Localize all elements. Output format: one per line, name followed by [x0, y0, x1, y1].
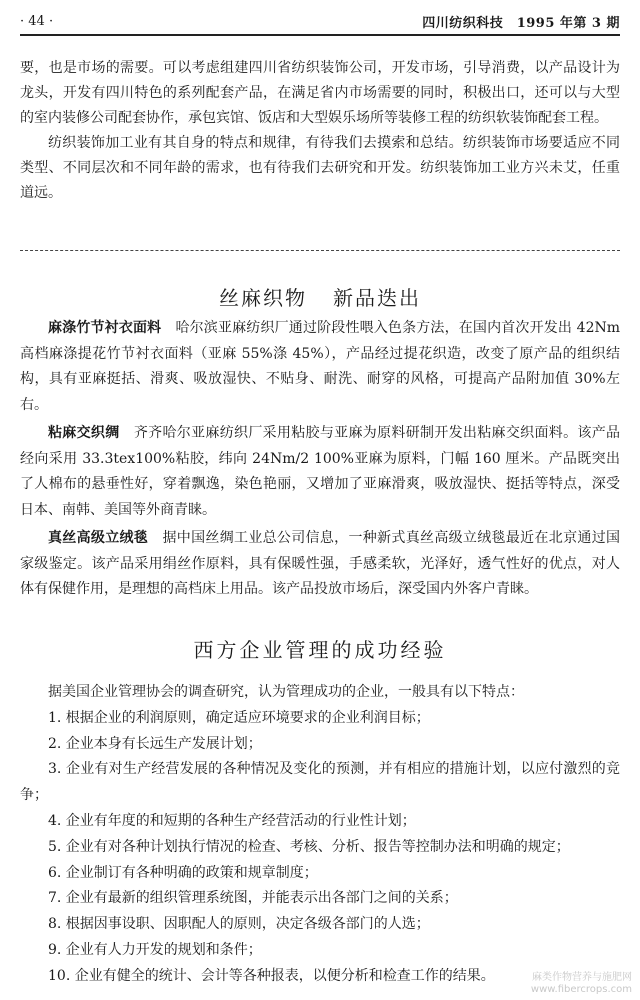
site-watermark — [531, 972, 632, 996]
product-item — [20, 526, 620, 603]
page-number: · 44 · — [20, 13, 54, 29]
list-item: 8. 根据因事设职、因职配人的原则，决定各级各部门的人选； — [48, 916, 430, 933]
new-products-section — [20, 316, 620, 606]
title-part: 丝麻织物 — [219, 286, 307, 310]
paragraph: 纺织装饰加工业有其自身的特点和规律，有待我们去摸索和总结。纺织装饰市场要适应不同类型、不同层次和不同年龄的需求，也有待我们去研究和开发。纺织装饰加工业方兴未艾，任重道远。 — [20, 135, 620, 201]
watermark-line: 麻类作物营养与施肥网 — [532, 972, 632, 983]
list-item: 6. 企业制订有各种明确的政策和规章制度； — [48, 864, 318, 881]
list-item: 5. 企业有对各种计划执行情况的检查、考核、分析、报告等控制办法和明确的规定； — [48, 838, 570, 855]
section-title-flax-silk — [20, 282, 620, 311]
section-divider — [20, 250, 620, 251]
list-item: 4. 企业有年度的和短期的各种生产经营活动的行业性计划； — [48, 812, 416, 829]
product-description: 哈尔滨亚麻纺织厂通过阶段性喂入色条方法，在国内首次开发出 42Nm 高档麻涤提花竹节衬衣面料（亚麻 55%涤 45%），产品经过提花织造，改变了原产品的组织结构，具有亚麻挺括、滑爽、吸放湿快、不贴身、耐洗、耐穿的风格，可提高产品附加值 30%左右。 — [20, 320, 621, 413]
section-title-management: 西方企业管理的成功经验 — [193, 638, 447, 662]
article-continuation — [20, 56, 620, 206]
watermark-line: www.fibercrops.com — [530, 984, 632, 995]
product-name: 粘麻交织绸 — [48, 425, 120, 441]
product-description: 齐齐哈尔亚麻纺织厂采用粘胶与亚麻为原料研制开发出粘麻交织面料。该产品经向采用 33.3tex100%粘胶，纬向 24Nm/2 100%亚麻为原料，门幅 160 厘米。产品既突出了人棉布的悬垂性好，穿着飘逸，染色艳丽，又增加了亚麻滑爽，吸放湿快、挺括等特点，深受日本、南韩、美国等外商青睐。 — [20, 425, 621, 518]
list-item: 3. 企业有对生产经营发展的各种情况及变化的预测，并有相应的措施计划，以应付激烈的竞争； — [20, 761, 620, 804]
list-item: 2. 企业本身有长远生产发展计划； — [48, 735, 262, 752]
product-name: 真丝高级立绒毯 — [48, 530, 149, 546]
product-item — [20, 316, 620, 418]
paragraph: 要，也是市场的需要。可以考虑组建四川省纺织装饰公司，开发市场，引导消费，以产品设计为龙头，开发有四川特色的系列配套产品，在满足省内市场需要的同时，积极出口，还可以与大型的室内装修公司配套协作，承包宾馆、饭店和大型娱乐场所等装修工程的纺织软装饰配套工程。 — [20, 60, 620, 126]
section-intro: 据美国企业管理协会的调查研究，认为管理成功的企业，一般具有以下特点： — [48, 684, 524, 700]
header-rule — [20, 34, 620, 36]
product-description: 据中国丝绸工业总公司信息，一种新式真丝高级立绒毯最近在北京通过国家级鉴定。该产品采用绢丝作原料，具有保暖性强，手感柔软，光泽好，透气性好的优点，对人体有保健作用，是理想的高档床上用品。该产品投放市场后，深受国内外客户青睐。 — [20, 530, 621, 597]
list-item: 1. 根据企业的利润原则，确定适应环境要求的企业利润目标； — [48, 709, 430, 726]
title-part: 新品迭出 — [333, 286, 421, 310]
list-item: 7. 企业有最新的组织管理系统图，并能表示出各部门之间的关系； — [48, 890, 458, 907]
list-item: 10. 企业有健全的统计、会计等各种报表，以便分析和检查工作的结果。 — [48, 967, 495, 984]
page-header — [20, 10, 620, 32]
product-item — [20, 421, 620, 523]
list-item: 9. 企业有人力开发的规划和条件； — [48, 941, 262, 958]
journal-issue: 四川纺织科技 1995 年第 3 期 — [422, 15, 620, 31]
management-section — [20, 680, 620, 990]
product-name: 麻涤竹节衬衣面料 — [48, 320, 162, 336]
